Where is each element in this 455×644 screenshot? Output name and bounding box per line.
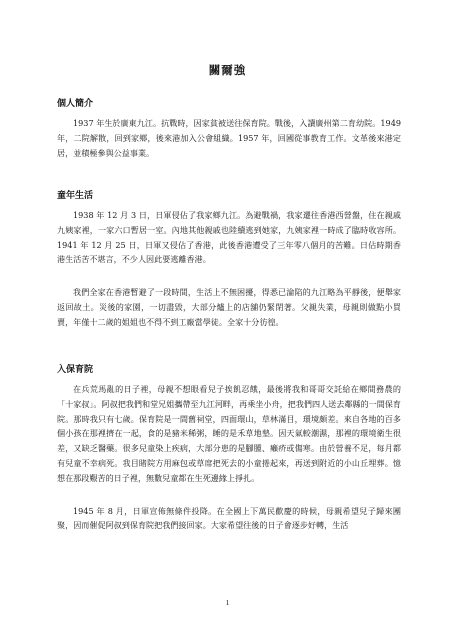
paragraph: 1938 年 12 月 3 日，日軍侵佔了我家鄉九江。為避戰禍，我家遷往香港西營盤，住在親戚九姨家裡，一家六口暫居一室。內地其他親戚也陸續逃到她家，九姨家裡一時成了臨時收容所。1941 年 12 月 25 日，日軍又侵佔了香港，此後香港遭受了三年零八個月的苦難。日佔時期香港生活苦不堪言，不少人因此要逃離香港。 bbox=[57, 210, 401, 265]
section-personal-profile bbox=[57, 98, 401, 160]
section-childhood bbox=[57, 190, 401, 330]
page-number: 1 bbox=[225, 598, 230, 607]
section-heading: 童年生活 bbox=[57, 191, 94, 201]
paragraph: 我們全家在香港暫避了一段時間，生活上不無困擾，得悉已淪陷的九江略為平靜後，便舉家返回故土。災後的家園，一切盡毀，大部分爐上的店舖仍緊閉著。父親失業，母親則做點小買賣，年僅十二歲的姐姐也不得不到工廠當學徒。全家十分彷徨。 bbox=[57, 287, 401, 327]
section-nursery bbox=[57, 364, 401, 533]
paragraph: 1945 年 8 月，日軍宣佈無條件投降。在全國上下萬民歡慶的時候，母親希望兒子歸來團聚，因而催促阿叔到保育院把我們接回家。大家希望往後的日子會逐步好轉，生活 bbox=[57, 505, 401, 531]
section-heading: 個人簡介 bbox=[57, 99, 94, 109]
document-title: 關爾強 bbox=[208, 63, 247, 77]
paragraph: 1937 年生於廣東九江。抗戰時，因家貧被送往保育院。戰後，入讀廣州第二育幼院。1949 年，二院解散，回到家鄉，後來港加入公會組織。1957 年，回國從事教育工作。文革後來港定居，並積極參與公益事業。 bbox=[57, 118, 401, 158]
section-heading: 入保育院 bbox=[57, 365, 94, 375]
paragraph: 在兵荒馬亂的日子裡，母親不想眼看兒子挨飢忍餓，最後將我和哥哥交託給在鄉間務農的「十家叔」。阿叔把我們和堂兄姐攜帶至九江河畔，再乘坐小舟，把我們四人送去鄰縣的一間保育院。那時我只有七歲。保育院是一間舊祠堂，四面環山，草林滿目，環境頗差。來自各地的百多個小孩在那裡擠在一起，食的是豬米稀粥，睡的是禾草地墊。因天氣較潮濕，那裡的環境衛生很差，又缺乏醫藥。很多兒童染上疾病，大部分患的是腳腫、癩疥或傷寒。由於營養不足，每月都有兒童不幸病死。我目睹院方用麻包或草席把死去的小童捲起來，再送到附近的小山丘埋葬。憶想在那段艱苦的日子裡，無數兒童都在生死邊緣上掙扎。 bbox=[57, 384, 401, 483]
